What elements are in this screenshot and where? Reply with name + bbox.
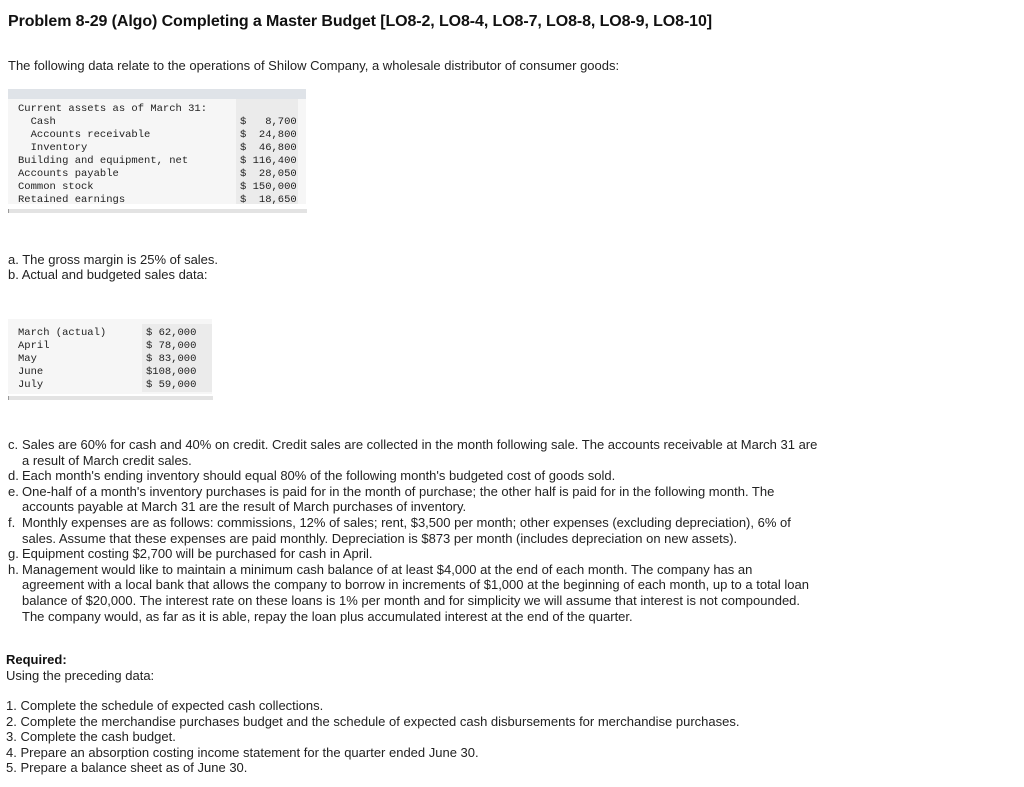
required-item: 3. Complete the cash budget.	[6, 729, 176, 745]
note-a: a. The gross margin is 25% of sales.	[8, 252, 219, 267]
table-scrollbar[interactable]	[8, 209, 307, 213]
balances-label: Current assets as of March 31:	[18, 103, 208, 115]
problem-intro: The following data relate to the operations of Shilow Company, a wholesale distributor of consumer goods:	[8, 58, 620, 73]
note-text: Equipment costing $2,700 will be purchased for cash in April.	[22, 546, 373, 562]
note-text: One-half of a month's inventory purchases is paid for in the month of purchase; the other half is paid for in the following month. The accounts payable at March 31 are the result of March purchases of inventory.	[22, 483, 775, 515]
note-label: f.	[8, 514, 16, 530]
balances-value: $ 46,800	[240, 142, 297, 154]
required-item: 1. Complete the schedule of expected cash collections.	[6, 698, 324, 713]
note-item	[8, 546, 818, 562]
balances-value: $ 150,000	[240, 181, 297, 193]
sales-month: March (actual)	[18, 327, 107, 339]
balances-label: Accounts payable	[18, 168, 119, 180]
balances-value: $ 28,050	[240, 168, 297, 180]
balances-table	[8, 89, 306, 204]
note-text: Sales are 60% for cash and 40% on credit. Credit sales are collected in the month following sale. The accounts receivable at March 31 are a result of March credit sales.	[22, 437, 818, 468]
note-text: Monthly expenses are as follows: commissions, 12% of sales; rent, $3,500 per month; other expenses (excluding depreciation), 6% of sales. Assume that these expenses are paid monthly. Depreciation is $873 per month (includes depreciation on new assets).	[22, 514, 791, 546]
note-label: c.	[8, 437, 19, 452]
table-scrollbar[interactable]	[8, 396, 213, 400]
notes-list	[8, 437, 818, 624]
sales-month: July	[18, 379, 44, 391]
note-label: e.	[8, 483, 19, 499]
balances-value: $ 24,800	[240, 129, 297, 141]
note-item	[8, 437, 818, 468]
sales-value: $ 62,000	[146, 327, 197, 339]
required-item: 5. Prepare a balance sheet as of June 30.	[6, 760, 248, 776]
sales-month: May	[18, 353, 37, 365]
balances-value: $ 8,700	[240, 116, 297, 128]
sales-month: June	[18, 366, 44, 378]
sales-value: $108,000	[146, 366, 197, 378]
note-label: h.	[8, 561, 19, 577]
note-item	[8, 484, 818, 515]
required-heading: Required:	[6, 652, 67, 667]
note-text: Management would like to maintain a minimum cash balance of at least $4,000 at the end of each month. The company has an agreement with a local bank that allows the company to borrow in increments of $1,000 at the beginning of each month, up to a total loan balance of $20,000. The interest rate on these loans is 1% per month and for simplicity we will assume that interest is not compounded. The company would, as far as it is able, repay the loan plus accumulated interest at the end of the quarter.	[22, 561, 809, 624]
balances-label: Cash	[18, 116, 56, 128]
balances-value: $ 18,650	[240, 194, 297, 206]
required-item: 2. Complete the merchandise purchases budget and the schedule of expected cash disbursements for merchandise purchases.	[6, 713, 740, 729]
balances-label: Building and equipment, net	[18, 155, 189, 167]
sales-value: $ 78,000	[146, 340, 197, 352]
required-subheading: Using the preceding data:	[6, 668, 155, 683]
sales-month: April	[18, 340, 50, 352]
balances-label: Accounts receivable	[18, 129, 151, 141]
sales-value: $ 59,000	[146, 379, 197, 391]
required-list	[6, 698, 739, 776]
required-item: 4. Prepare an absorption costing income statement for the quarter ended June 30.	[6, 744, 479, 760]
note-b: b. Actual and budgeted sales data:	[8, 267, 208, 282]
sales-value: $ 83,000	[146, 353, 197, 365]
balances-label: Retained earnings	[18, 194, 126, 206]
sales-table	[8, 319, 212, 394]
balances-label: Common stock	[18, 181, 94, 193]
note-item	[8, 468, 818, 484]
balances-label: Inventory	[18, 142, 88, 154]
problem-title: Problem 8-29 (Algo) Completing a Master Budget [LO8-2, LO8-4, LO8-7, LO8-8, LO8-9, LO8-10]	[8, 13, 713, 30]
note-text: Each month's ending inventory should equal 80% of the following month's budgeted cost of goods sold.	[22, 468, 616, 484]
note-item	[8, 562, 818, 624]
balances-value: $ 116,400	[240, 155, 297, 167]
note-label: d.	[8, 468, 19, 484]
note-label: g.	[8, 546, 19, 562]
note-item	[8, 515, 818, 546]
